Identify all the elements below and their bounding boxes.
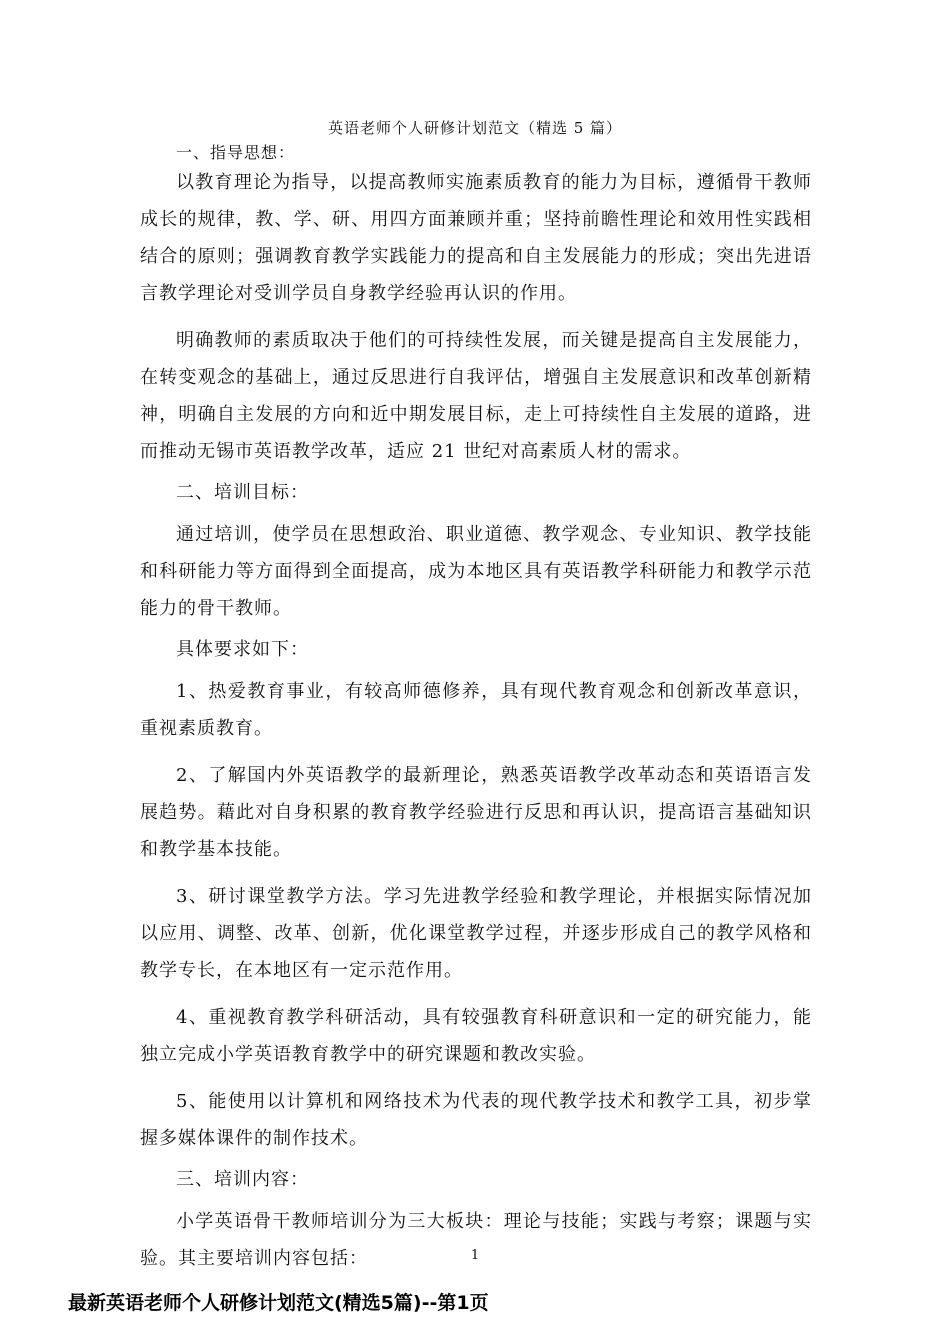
list-item: 1、热爱教育事业，有较高师德修养，具有现代教育观念和创新改革意识，重视素质教育。 bbox=[140, 681, 812, 739]
page-footer: 最新英语老师个人研修计划范文(精选5篇)--第1页 bbox=[68, 1292, 489, 1314]
subheading-requirements: 具体要求如下： bbox=[176, 639, 309, 660]
list-item: 4、重视教育教学科研活动，具有较强教育科研意识和一定的研究能力，能独立完成小学英语教育教学中的研究课题和教改实验。 bbox=[140, 1007, 812, 1065]
document-body bbox=[140, 140, 812, 1277]
paragraph: 以教育理论为指导，以提高教师实施素质教育的能力为目标，遵循骨干教师成长的规律，教、学、研、用四方面兼顾并重；坚持前瞻性理论和效用性实践相结合的原则；强调教育教学实践能力的提高和自主发展能力的形成；突出先进语言教学理论对受训学员自身教学经验再认识的作用。 bbox=[140, 172, 812, 304]
paragraph: 通过培训，使学员在思想政治、职业道德、教学观念、专业知识、教学技能和科研能力等方面得到全面提高，成为本地区具有英语教学科研能力和教学示范能力的骨干教师。 bbox=[140, 524, 812, 619]
list-item: 2、了解国内外英语教学的最新理论，熟悉英语教学改革动态和英语语言发展趋势。藉此对自身积累的教育教学经验进行反思和再认识，提高语言基础知识和教学基本技能。 bbox=[140, 765, 812, 860]
list-item: 5、能使用以计算机和网络技术为代表的现代教学技术和教学工具，初步掌握多媒体课件的制作技术。 bbox=[140, 1091, 812, 1149]
paragraph: 明确教师的素质取决于他们的可持续性发展，而关键是提高自主发展能力，在转变观念的基础上，通过反思进行自我评估，增强自主发展意识和改革创新精神，明确自主发展的方向和近中期发展目标，走上可持续性自主发展的道路，进而推动无锡市英语教学改革，适应 21 世纪对高素质人材的需求。 bbox=[140, 330, 812, 462]
list-item: 3、研讨课堂教学方法。学习先进教学经验和教学理论，并根据实际情况加以应用、调整、改革、创新，优化课堂教学过程，并逐步形成自己的教学风格和教学专长，在本地区有一定示范作用。 bbox=[140, 886, 812, 981]
paragraph: 小学英语骨干教师培训分为三大板块：理论与技能；实践与考察；课题与实验。其主要培训内容包括： bbox=[140, 1211, 812, 1269]
section-heading-training-goals: 二、培训目标： bbox=[176, 482, 309, 503]
document-title: 英语老师个人研修计划范文（精选 5 篇） bbox=[327, 119, 623, 137]
section-heading-training-content: 三、培训内容： bbox=[176, 1169, 309, 1190]
section-heading-guiding-ideology: 一、指导思想： bbox=[176, 143, 296, 162]
page-number: 1 bbox=[470, 1248, 480, 1263]
